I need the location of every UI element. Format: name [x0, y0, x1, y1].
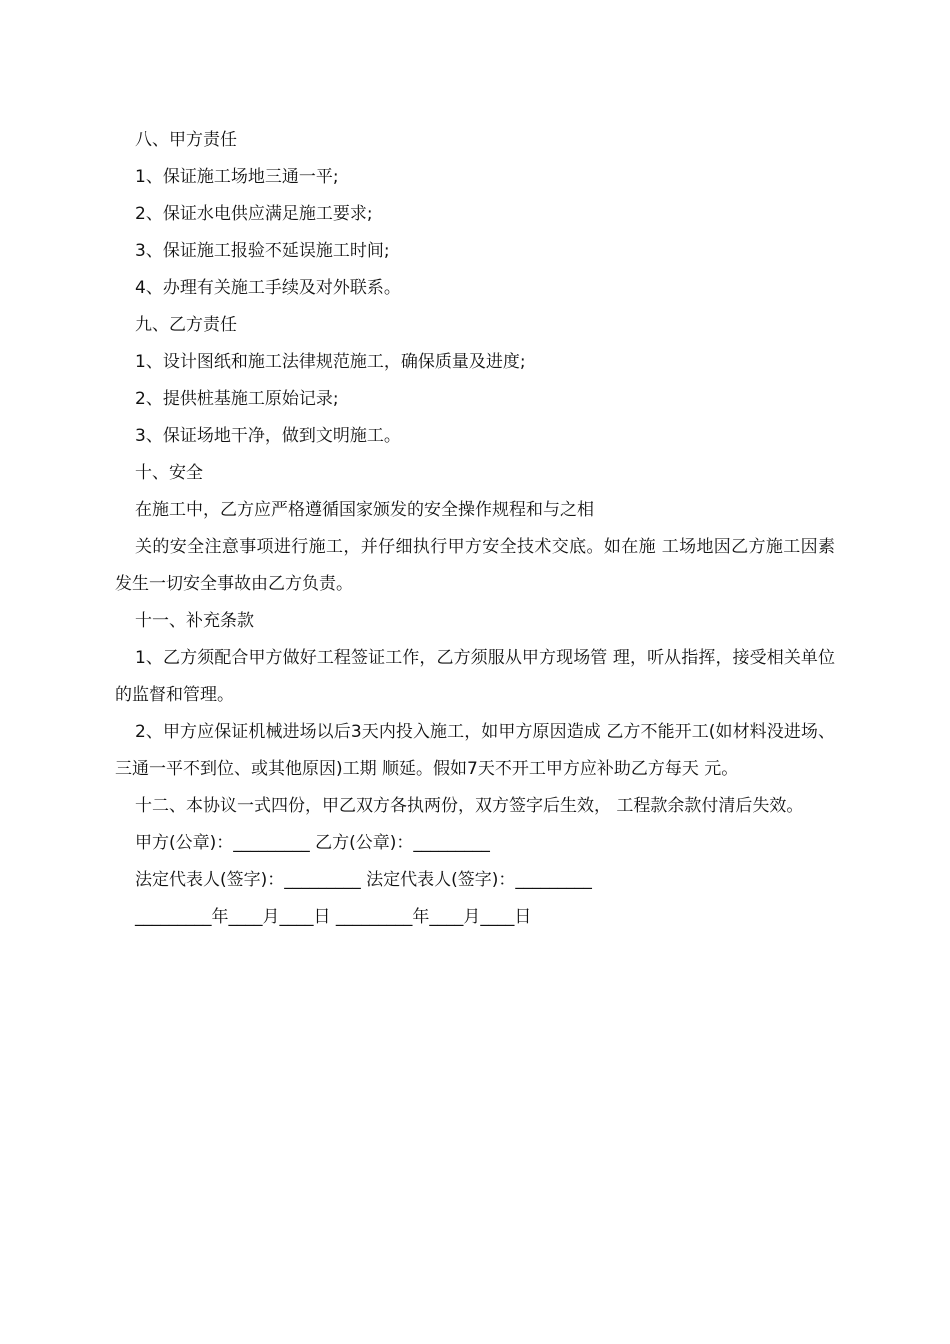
- party-b-duty-1: 1、设计图纸和施工法律规范施工，确保质量及进度;: [135, 352, 526, 372]
- party-b-duty-2: 2、提供桩基施工原始记录;: [135, 389, 339, 409]
- safety-paragraph-line-2: 关的安全注意事项进行施工，并仔细执行甲方安全技术交底。如在施 工场地因乙方施工因素发生一切安全事故由乙方负责。: [115, 537, 835, 594]
- section-heading-safety: 十、安全: [135, 463, 203, 483]
- legal-representative-signature-line: 法定代表人(签字)：_________ 法定代表人(签字)：_________: [135, 870, 592, 890]
- party-a-duty-4: 4、办理有关施工手续及对外联系。: [135, 278, 401, 298]
- section-heading-party-a-duties: 八、甲方责任: [135, 130, 237, 150]
- section-heading-party-b-duties: 九、乙方责任: [135, 315, 237, 335]
- document-body: [115, 122, 835, 936]
- supplementary-clause-1: 1、乙方须配合甲方做好工程签证工作，乙方须服从甲方现场管 理，听从指挥，接受相关单位的监督和管理。: [115, 648, 835, 705]
- safety-paragraph-line-1: 在施工中，乙方应严格遵循国家颁发的安全操作规程和与之相: [135, 500, 594, 520]
- seal-line: 甲方(公章)：_________ 乙方(公章)：_________: [135, 833, 490, 853]
- party-b-duty-3: 3、保证场地干净，做到文明施工。: [135, 426, 401, 446]
- section-twelve-copies-clause: 十二、本协议一式四份，甲乙双方各执两份，双方签字后生效， 工程款余款付清后失效。: [135, 796, 804, 816]
- party-a-duty-2: 2、保证水电供应满足施工要求;: [135, 204, 373, 224]
- supplementary-clause-2: 2、甲方应保证机械进场以后3天内投入施工，如甲方原因造成 乙方不能开工(如材料没进场、三通一平不到位、或其他原因)工期 顺延。假如7天不开工甲方应补助乙方每天 元。: [115, 722, 835, 779]
- date-line: _________年____月____日 _________年____月____日: [135, 907, 532, 927]
- party-a-duty-1: 1、保证施工场地三通一平;: [135, 167, 339, 187]
- section-heading-supplementary: 十一、补充条款: [135, 611, 254, 631]
- party-a-duty-3: 3、保证施工报验不延误施工时间;: [135, 241, 390, 261]
